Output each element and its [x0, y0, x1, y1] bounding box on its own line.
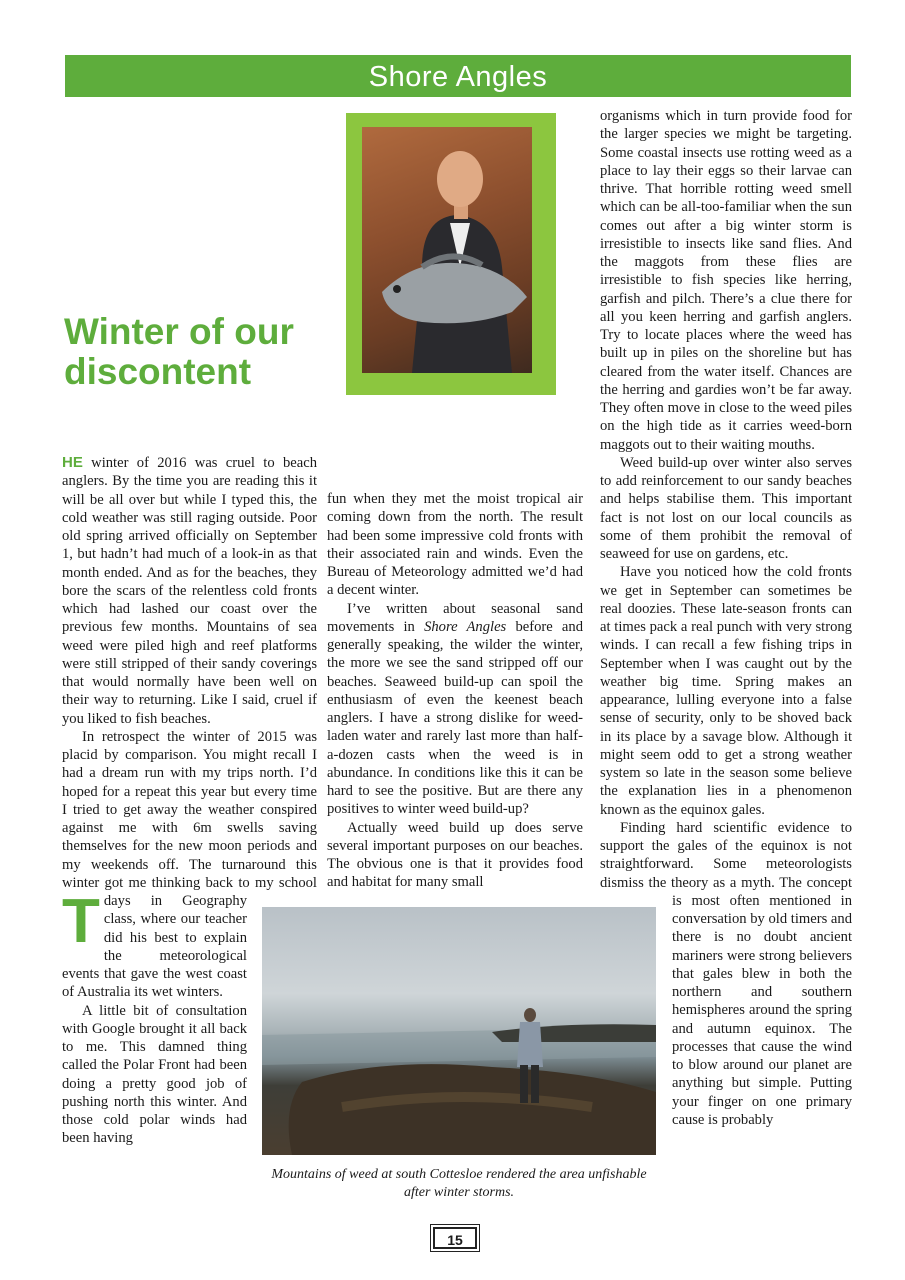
article-paragraph: Have you noticed how the cold fronts we get in September can sometimes be real doozies. These late-season fronts can at times pack a real punch with very strong winds. I can recall a few fishing trips in September when I was caught out by the weather big time. Spring makes an appearance, lulling everyone into a false sense of security, only to be shoved back in its place by a savage blow. Although it might seem odd to get a strong weather system so late in the season some believe the explanation lies in a phenomenon known as the equinox gales. [600, 564, 852, 818]
article-column-2 [327, 490, 583, 892]
lead-in: HE [62, 454, 83, 471]
paragraph-text: before and generally speaking, the wilder the winter, the more we see the sand stripped off our beaches. Seaweed build-up can spoil the enthusiasm of even the keenest beach anglers. I have a strong dislike for weed-laden water and rarely last more than half-a-dozen casts when the weed is in abundance. In conditions like this it can be hard to see the positive. But are there any positives to winter weed build-up? [327, 618, 583, 818]
article-headline: Winter of our discontent [64, 311, 294, 392]
article-paragraph: organisms which in turn provide food for the larger species we might be targeting. Some coastal insects use rotting weed as a place to lay their eggs so their larvae can thrive. That horrible rotting weed smell which can be all-too-familiar when the sun comes out after a big winter storm is irresistible to insects like sand flies. And the maggots from these flies are irresistible to fish species like herring, garfish and pilch. There’s a clue there for all you keen herring and garfish anglers. Try to locate places where the weed has built up in piles on the shoreline but has cleared from the water itself. Chances are the herring and gardies won’t be far away. They often move in close to the weed piles on the high tide as it carries weed-born maggots out to their waiting mouths. [600, 108, 852, 453]
drop-cap: T [62, 887, 100, 956]
paragraph-text: I’ve written about seasonal sand movements in [327, 600, 583, 635]
section-title: Shore Angles [368, 61, 548, 93]
page-number: 15 [433, 1227, 477, 1249]
angler-with-fish-photo [362, 127, 532, 373]
article-paragraph: Weed build-up over winter also serves to add reinforcement to our sandy beaches and helps stabilise them. This important fact is not lost on our local councils as some of them prohibit the removal of seaweed for use on gardens, etc. [600, 454, 852, 562]
photo-caption: Mountains of weed at south Cottesloe rendered the area unfishable after winter storms. [271, 1167, 647, 1200]
publication-name: Shore Angles [424, 618, 507, 635]
article-paragraph: fun when they met the moist tropical air coming down from the north. The result had been some impressive cold fronts with their associated rain and winds. Even the Bureau of Meteorology admitted we’d had a decent winter. [327, 491, 583, 599]
beach-weed-photo [262, 907, 656, 1155]
article-paragraph [327, 600, 583, 819]
article-paragraph: Finding hard scientific evidence to support the gales of the equinox is not straightforward. Some meteorologists dismiss the theory as a myth. The concept is most often mentioned in conversation by old timers and there is no doubt ancient mariners were strong believers that gales blew in both the northern and southern hemispheres around the spring and autumn equinox. The processes that cause the wind to blow around our planet are anything but simple. Putting your finger on one primary cause is probably [600, 819, 852, 1128]
section-header-bar [65, 55, 851, 97]
paragraph-text: winter of 2016 was cruel to beach anglers. By the time you are reading this it will be all over but while I typed this, the cold weather was still raging outside. Poor old spring arrived officially on September 1, but hadn’t had much of a look-in as that month ended. And as for the beaches, they bore the scars of the relentless cold fronts which had lashed our coast over the previous few months. Mountains of sea weed were piled high and reef platforms were still stripped of their sandy coverings that would normally have been well on their way to returning. Like I said, cruel if you liked to fish beaches. [62, 455, 317, 727]
article-paragraph: A little bit of consultation with Google brought it all back to me. This damned thing called the Polar Front had been doing a pretty good job of pushing north this winter. And those cold polar winds had been having [62, 1002, 247, 1147]
angler-photo-frame [346, 113, 556, 395]
article-paragraph: Actually weed build up does serve several important purposes on our beaches. The obvious one is that it provides food and habitat for many small [327, 819, 583, 891]
article-paragraph: In retrospect the winter of 2015 was placid by comparison. You might recall I had a dream run with my trips north. I’d hoped for a repeat this year but every time I tried to get away the weather conspired against me with 6m swells saving themselves for the new moon periods and my weekends off. The turnaround this winter got me thinking back to my school days in Geography class, where our teacher did his best to explain the meteorological events that gave the west coast of Australia its wet winters. [62, 728, 317, 1001]
